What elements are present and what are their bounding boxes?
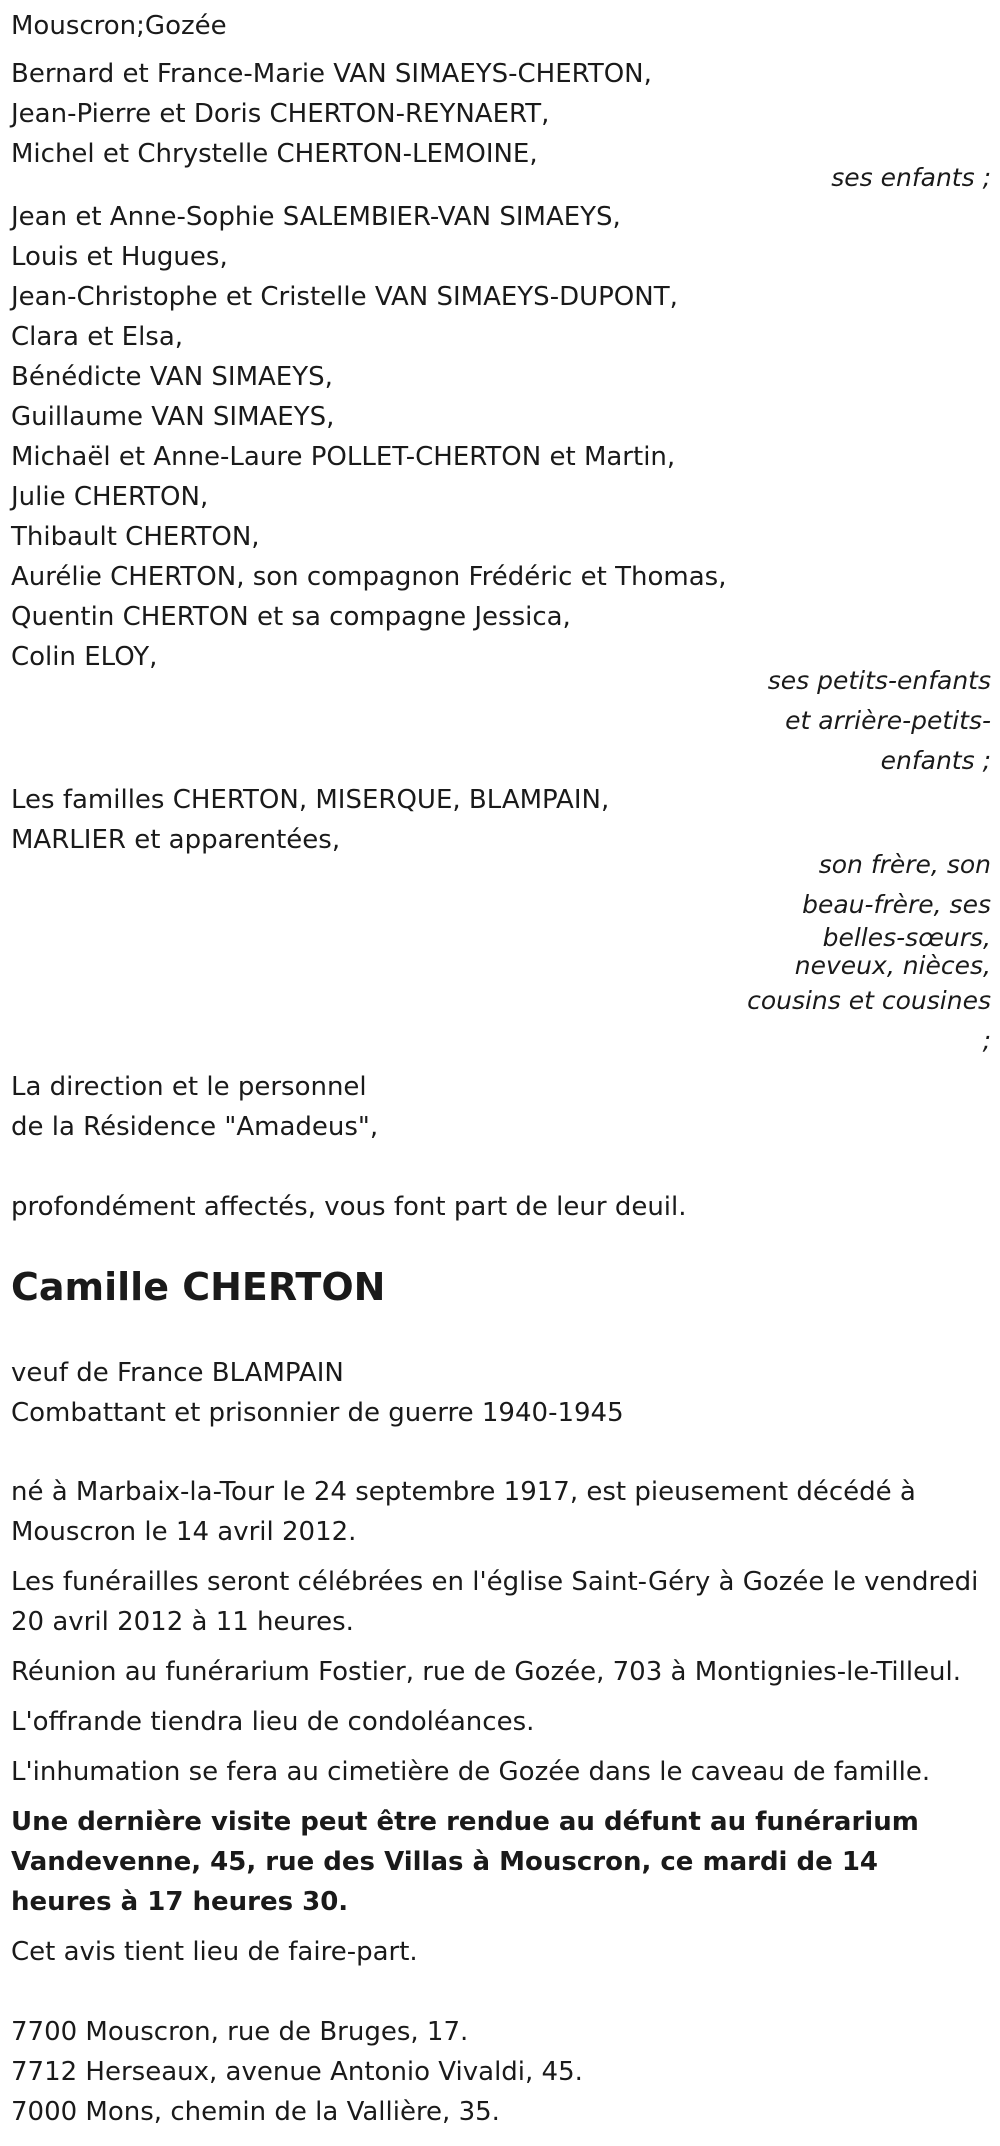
relation-text: cousins et cousines <box>747 986 991 1015</box>
offering-paragraph: L'offrande tiendra lieu de condoléances. <box>11 1707 535 1737</box>
grandchild-name: Aurélie CHERTON, son compagnon Frédéric et Thomas, <box>11 562 727 592</box>
grandchildren-relation <box>11 661 991 781</box>
family-line: MARLIER et apparentées, <box>11 825 341 855</box>
grandchild-name: Guillaume VAN SIMAEYS, <box>11 402 335 432</box>
family-line: Les familles CHERTON, MISERQUE, BLAMPAIN, <box>11 785 610 815</box>
detail-line: Combattant et prisonnier de guerre 1940-1945 <box>11 1398 624 1428</box>
relation-text: son frère, son <box>818 850 991 879</box>
deceased-name: Camille CHERTON <box>11 1265 386 1309</box>
burial-paragraph: L'inhumation se fera au cimetière de Gozée dans le caveau de famille. <box>11 1757 931 1787</box>
visit-paragraph: Une dernière visite peut être rendue au défunt au funérarium Vandevenne, 45, rue des Villas à Mouscron, ce mardi de 14 heures à 17 heures 30. <box>11 1807 919 1917</box>
deceased-details <box>11 1353 624 1433</box>
grandchild-name: Louis et Hugues, <box>11 242 228 272</box>
relation-text: ses petits-enfants <box>767 666 991 695</box>
detail-line: veuf de France BLAMPAIN <box>11 1358 344 1388</box>
grandchild-name: Colin ELOY, <box>11 642 158 672</box>
grandchild-name: Clara et Elsa, <box>11 322 184 352</box>
children-relation <box>11 158 991 198</box>
children-name: Jean-Pierre et Doris CHERTON-REYNAERT, <box>11 99 550 129</box>
grandchild-name: Thibault CHERTON, <box>11 522 260 552</box>
obituary-body <box>11 1472 996 1972</box>
residence-block <box>11 1067 378 1147</box>
children-name: Bernard et France-Marie VAN SIMAEYS-CHERTON, <box>11 59 652 89</box>
address-line: 7000 Mons, chemin de la Vallière, 35. <box>11 2097 500 2127</box>
relation-text: belles-sœurs, <box>822 923 991 952</box>
residence-line: de la Résidence "Amadeus", <box>11 1112 379 1142</box>
reunion-paragraph: Réunion au funérarium Fostier, rue de Gozée, 703 à Montignies-le-Tilleul. <box>11 1657 962 1687</box>
address-line: 7700 Mouscron, rue de Bruges, 17. <box>11 2017 469 2047</box>
grandchild-name: Michaël et Anne-Laure POLLET-CHERTON et Martin, <box>11 442 676 472</box>
funeral-paragraph: Les funérailles seront célébrées en l'église Saint-Géry à Gozée le vendredi 20 avril 2012 à 11 heures. <box>11 1567 979 1637</box>
grandchild-name: Jean-Christophe et Cristelle VAN SIMAEYS-DUPONT, <box>11 282 678 312</box>
addresses-block <box>11 2012 583 2132</box>
address-line: 7712 Herseaux, avenue Antonio Vivaldi, 45. <box>11 2057 583 2087</box>
families-relation <box>11 845 991 1061</box>
grandchild-name: Quentin CHERTON et sa compagne Jessica, <box>11 602 571 632</box>
relation-text: enfants ; <box>880 746 991 775</box>
relation-text: neveux, nièces, <box>794 951 991 980</box>
birth-death-paragraph: né à Marbaix-la-Tour le 24 septembre 1917, est pieusement décédé à Mouscron le 14 avril 2012. <box>11 1477 916 1547</box>
announcement-text: profondément affectés, vous font part de leur deuil. <box>11 1192 687 1222</box>
grandchild-name: Bénédicte VAN SIMAEYS, <box>11 362 333 392</box>
grandchild-name: Jean et Anne-Sophie SALEMBIER-VAN SIMAEYS, <box>11 202 621 232</box>
relation-text: et arrière-petits- <box>785 706 991 735</box>
relation-text: ; <box>982 1026 991 1055</box>
grandchild-name: Julie CHERTON, <box>11 482 209 512</box>
children-name: Michel et Chrystelle CHERTON-LEMOINE, <box>11 139 538 169</box>
relation-text: ses enfants ; <box>831 163 991 192</box>
grandchildren-list <box>11 197 726 677</box>
residence-line: La direction et le personnel <box>11 1072 367 1102</box>
notice-paragraph: Cet avis tient lieu de faire-part. <box>11 1937 418 1967</box>
relation-text: beau-frère, ses <box>802 890 991 919</box>
location-header: Mouscron;Gozée <box>11 11 227 41</box>
children-list <box>11 54 652 174</box>
